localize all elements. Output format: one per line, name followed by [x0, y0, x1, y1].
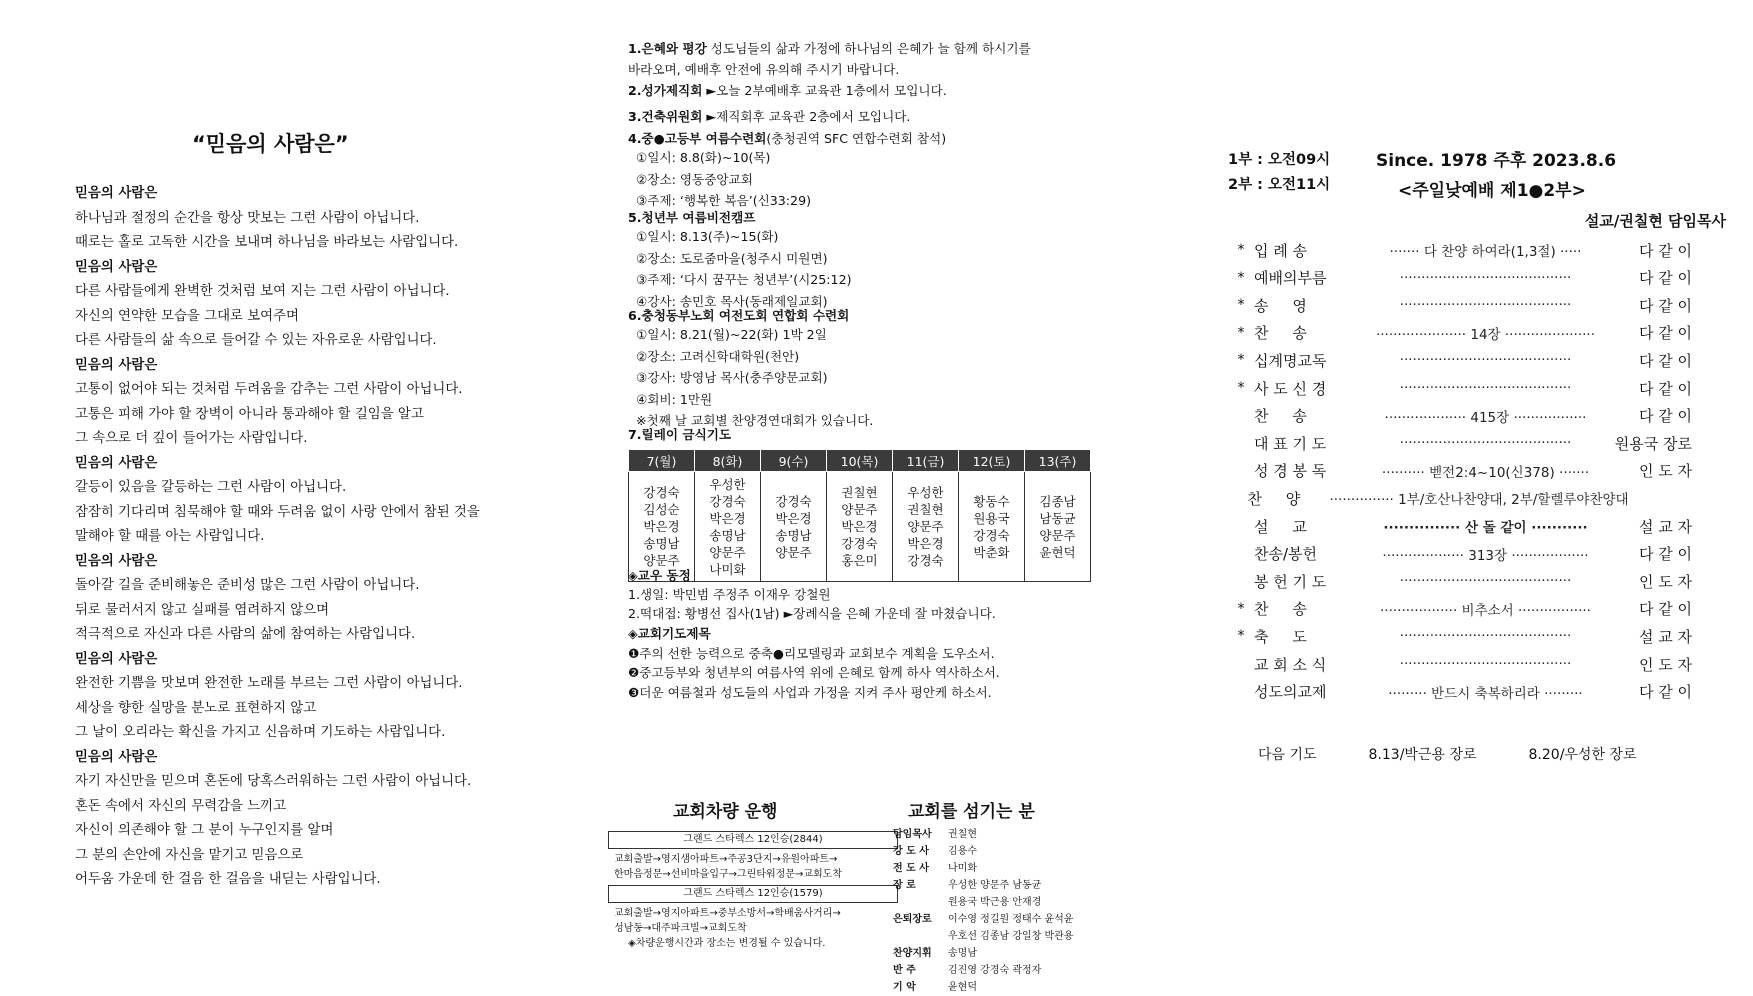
poem-line: 갈등이 있음을 갈등하는 그런 사람이 아닙니다. [75, 480, 347, 495]
relay-name: 나미화 [709, 561, 746, 577]
poem-heading: 믿음의 사람은 [75, 749, 158, 765]
server-row [893, 826, 1113, 843]
order-row [1228, 430, 1698, 456]
order-name: 설 교 [1254, 517, 1307, 536]
relay-names-cell [959, 472, 1025, 582]
next-label: 다음 기도 [1258, 747, 1317, 763]
order-leader: 인 도 자 [1638, 462, 1692, 481]
relay-name: 권칠현 [841, 485, 878, 500]
order-detail: ·········· 벧전2:4~10(신378) ······· [1381, 464, 1590, 481]
notice-3 [628, 106, 910, 125]
server-names: 우성한 양문주 남동균 [948, 880, 1042, 891]
server-row [893, 860, 1113, 877]
poem-line: 다른 사람들에게 완벽한 것처럼 보여 지는 그런 사람이 아닙니다. [75, 284, 450, 299]
poem-line: 그 분의 손안에 자신을 맡기고 믿음으로 [75, 847, 304, 863]
relay-name: 김성순 [643, 502, 680, 517]
order-row [1228, 513, 1698, 539]
poem-line: 돌아갈 길을 준비해놓은 준비성 많은 그런 사람이 아닙니다. [75, 578, 420, 593]
notice-7-head: 7.릴레이 금식기도 [628, 427, 732, 442]
poem-heading: 믿음의 사람은 [75, 357, 158, 373]
vehicle-note: ◈차량운행시간과 장소는 변경될 수 있습니다. [628, 938, 826, 949]
order-row [1228, 623, 1698, 649]
order-name: 교 회 소 식 [1254, 655, 1327, 674]
poem-line: 때로는 홀로 고독한 시간을 보내며 하나님을 바라보는 사람입니다. [75, 235, 459, 250]
relay-name: 박춘화 [973, 544, 1010, 560]
poem-heading: 믿음의 사람은 [75, 553, 158, 569]
poem-line: 다른 사람들의 삶 속으로 들어갈 수 있는 자유로운 사람입니다. [75, 333, 437, 348]
order-leader: 다 같 이 [1638, 545, 1692, 564]
poem-body [75, 182, 480, 893]
notice-7 [628, 424, 1091, 582]
order-detail: ··················· 313장 ·················· [1382, 547, 1589, 564]
order-leader: 다 같 이 [1638, 269, 1692, 288]
poem-title: “믿음의 사람은” [192, 132, 349, 156]
order-row [1228, 265, 1698, 291]
relay-name: 김종남 [1039, 493, 1076, 509]
notice-1-head: 1.은혜와 평강 [628, 41, 707, 56]
server-row [893, 911, 1113, 928]
notice-3-head: 3.건축위원회 [628, 109, 703, 124]
order-row [1228, 651, 1698, 677]
notice-5 [628, 207, 852, 312]
order-name: 입 례 송 [1254, 241, 1308, 260]
time-2: 2부 : 오전11시 [1228, 177, 1331, 193]
relay-name: 양문주 [841, 502, 878, 517]
server-names: 나미화 [948, 863, 977, 874]
order-name: 찬 송 [1254, 407, 1307, 426]
vehicle-route-2 [608, 906, 898, 936]
order-detail: ········································ [1399, 297, 1572, 314]
poem-line: 자신의 연약한 모습을 그대로 보여주며 [75, 308, 299, 324]
relay-day: 10(목) [827, 450, 893, 472]
poem-line: 말해야 할 때를 아는 사람입니다. [75, 529, 265, 544]
relay-names-cell [695, 472, 761, 582]
server-role: 찬양지휘 [893, 948, 932, 959]
order-name: 찬 송 [1254, 324, 1307, 343]
relay-name: 원용국 [973, 510, 1010, 526]
order-row [1228, 320, 1698, 346]
poem-line: 어두움 가운데 한 걸음 한 걸음을 내딛는 사람입니다. [75, 872, 381, 887]
relay-name: 송명남 [709, 527, 746, 543]
relay-name: 황동수 [973, 493, 1010, 509]
order-row [1228, 458, 1698, 484]
order-detail: ········································ [1399, 656, 1572, 672]
poem-line: 세상을 향한 실망을 분노로 표현하지 않고 [75, 700, 317, 716]
relay-day: 7(월) [629, 450, 695, 472]
order-leader: 다 같 이 [1638, 351, 1692, 370]
relay-name: 강경숙 [709, 493, 746, 509]
order-detail: ········································ [1399, 352, 1572, 369]
poem-heading: 믿음의 사람은 [75, 455, 158, 471]
server-names: 송명남 [948, 948, 977, 959]
next-1: 8.13/박근용 장로 [1368, 747, 1477, 763]
order-row [1228, 596, 1698, 622]
relay-day: 13(주) [1025, 450, 1091, 472]
poem-heading: 믿음의 사람은 [75, 259, 158, 275]
order-detail: ········· 반드시 축복하리라 ········· [1388, 685, 1583, 702]
notice-2-head: 2.성가제직회 [628, 83, 703, 98]
server-role [893, 894, 948, 911]
list-item: 2.떡대접: 황병선 집사(1남) ►장례식을 은혜 가운데 잘 마쳤습니다. [628, 606, 996, 621]
server-role: 강 도 사 [893, 846, 929, 857]
order-detail: ········································ [1399, 269, 1572, 286]
relay-day: 9(수) [761, 450, 827, 472]
server-role: 전 도 사 [893, 863, 929, 874]
relay-name: 남동균 [1039, 510, 1076, 526]
vehicle-box-1: 그랜드 스타렉스 12인승(2844) [608, 831, 898, 849]
relay-name: 권칠현 [907, 502, 944, 517]
list-item: ②장소: 영동중앙교회 [636, 171, 753, 187]
server-role: 담임목사 [893, 829, 932, 840]
service-title: <주일낮예배 제1●2부> [1398, 181, 1586, 201]
list-item: 한마음정문→선비마을입구→그린타워정문→교회도착 [614, 869, 842, 880]
order-detail: ··············· 산 돌 같이 ··········· [1383, 520, 1588, 536]
order-name: 찬 양 [1247, 489, 1301, 508]
server-role: 반 주 [893, 965, 916, 976]
list-item: ①일시: 8.13(주)~15(화) [636, 229, 779, 244]
relay-name: 양문주 [907, 519, 944, 534]
list-item: ④회비: 1만원 [636, 391, 713, 407]
order-row [1228, 541, 1698, 567]
notice-5-items [628, 226, 852, 312]
relay-table [628, 449, 1091, 582]
next-2: 8.20/우성한 장로 [1528, 747, 1637, 763]
order-name: 예배의부름 [1254, 269, 1327, 288]
relay-name: 양문주 [1039, 527, 1076, 543]
time-1: 1부 : 오전09시 [1228, 152, 1331, 168]
poem-line: 뒤로 물러서지 않고 실패를 염려하지 않으며 [75, 602, 330, 618]
server-role [893, 928, 948, 945]
relay-names-cell [761, 472, 827, 582]
order-row [1228, 485, 1698, 511]
poem-line: 자기 자신만을 믿으며 혼돈에 당혹스러워하는 그런 사람이 아닙니다. [75, 774, 472, 789]
order-leader: 설 교 자 [1638, 517, 1692, 536]
order-detail: ·················· 비추소서 ················· [1380, 602, 1591, 619]
server-row [893, 894, 1113, 911]
order-detail: ··············· 1부/호산나찬양대, 2부/할렐루야찬양대 [1329, 492, 1629, 509]
relay-name: 강경숙 [973, 527, 1010, 543]
list-item: ③주제: ‘행복한 복음’(신33:29) [636, 193, 811, 208]
prayer-head: ◈교회기도제목 [628, 626, 711, 641]
relay-name: 강경숙 [907, 553, 944, 568]
relay-names-cell [629, 472, 695, 582]
order-detail: ··················· 415장 ················· [1384, 409, 1587, 426]
order-detail: ········································ [1399, 380, 1572, 396]
relay-name: 송명남 [643, 536, 680, 551]
relay-name: 박은경 [841, 519, 878, 534]
notice-6-items [628, 324, 873, 432]
list-item: ❷중고등부와 청년부의 여름사역 위에 은혜로 함께 하사 역사하소서. [628, 665, 1000, 680]
notice-5-head: 5.청년부 여름비전캠프 [628, 210, 756, 225]
server-role: 은퇴장로 [893, 914, 932, 925]
server-names: 우호선 김종남 강일창 박관용 [948, 931, 1074, 942]
prayer-items [628, 644, 1000, 703]
staff-news [628, 566, 996, 623]
notice-4-text: (충청권역 SFC 연합수련회 참석) [766, 131, 947, 146]
order-name: 대 표 기 도 [1254, 434, 1327, 453]
order-detail: ········································ [1399, 435, 1572, 452]
order-row [1228, 403, 1698, 429]
server-row [893, 928, 1113, 945]
service-times [1228, 148, 1330, 198]
order-name: 축 도 [1254, 627, 1307, 646]
poem-heading: 믿음의 사람은 [75, 186, 158, 201]
notice-6 [628, 305, 873, 432]
staff-items [628, 585, 996, 623]
order-leader: 다 같 이 [1638, 683, 1692, 702]
relay-day: 11(금) [893, 450, 959, 472]
vehicle-section [608, 828, 898, 951]
server-row [893, 962, 1113, 979]
list-item: ①일시: 8.8(화)~10(목) [636, 150, 771, 165]
order-leader: 다 같 이 [1638, 379, 1692, 398]
order-name: 찬송/봉헌 [1254, 545, 1318, 564]
notice-2-text: ►오늘 2부예배후 교육관 1층에서 모입니다. [702, 83, 947, 98]
order-detail: ······· 다 찬양 하여라(1,3절) ····· [1389, 244, 1582, 260]
list-item: ②장소: 도로줌마을(청주시 미원면) [636, 250, 828, 266]
vehicle-box-2: 그랜드 스타렉스 12인승(1579) [608, 885, 898, 903]
poem-line: 적극적으로 자신과 다른 사람의 삶에 참여하는 사람입니다. [75, 627, 416, 642]
order-star: * [1237, 324, 1245, 341]
order-row [1228, 237, 1698, 263]
order-star: * [1237, 600, 1245, 617]
server-role: 기 악 [893, 982, 916, 993]
order-name: 찬 송 [1254, 600, 1307, 619]
relay-day: 8(화) [695, 450, 761, 472]
list-item: ③강사: 방영남 목사(충주양문교회) [636, 370, 828, 385]
order-detail: ····················· 14장 ····················· [1375, 326, 1596, 343]
order-leader: 다 같 이 [1638, 296, 1692, 315]
order-row [1228, 292, 1698, 318]
server-role: 장 로 [893, 880, 916, 891]
order-name: 봉 헌 기 도 [1254, 572, 1327, 591]
list-item: ④강사: 송민호 목사(동래제일교회) [636, 293, 828, 309]
list-item: 교회출발→영지아파트→중부소방서→학배움사거리→ [614, 908, 841, 919]
order-name: 성도의교제 [1254, 683, 1327, 702]
relay-name: 박은경 [643, 519, 680, 534]
relay-name: 박은경 [709, 510, 746, 526]
order-row [1228, 375, 1698, 401]
order-star: * [1237, 297, 1245, 314]
notice-4-items [628, 147, 946, 212]
poem-line: 혼돈 속에서 자신의 무력감을 느끼고 [75, 798, 287, 814]
poem-line: 완전한 기쁨을 맛보며 완전한 노래를 부르는 그런 사람이 아닙니다. [75, 676, 463, 691]
server-names: 김진영 강경숙 곽정자 [948, 965, 1042, 976]
relay-name: 강경숙 [841, 536, 878, 551]
notice-2 [628, 80, 947, 99]
order-name: 십계명교독 [1254, 351, 1327, 370]
order-star: * [1237, 242, 1245, 258]
order-detail: ········································ [1399, 628, 1572, 645]
server-row [893, 843, 1113, 860]
relay-name: 양문주 [709, 544, 746, 560]
since-date: Since. 1978 주후 2023.8.6 [1376, 151, 1617, 171]
server-row [893, 945, 1113, 962]
relay-name: 양문주 [775, 544, 812, 560]
list-item: 1.생일: 박민범 주정주 이재우 강철원 [628, 587, 831, 602]
server-names: 윤현덕 [948, 982, 977, 993]
relay-name: 송명남 [775, 527, 812, 543]
list-item: ①일시: 8.21(월)~22(화) 1박 2일 [636, 327, 827, 342]
order-row [1228, 347, 1698, 373]
order-detail: ········································ [1399, 573, 1572, 590]
next-prayer [1258, 744, 1636, 764]
relay-day: 12(토) [959, 450, 1025, 472]
servers-head: 교회를 섬기는 분 [908, 802, 1035, 822]
vehicle-head: 교회차량 운행 [673, 802, 778, 822]
list-item: ❶주의 선한 능력으로 중축●리모델링과 교회보수 계획을 도우소서. [628, 645, 995, 661]
list-item: ❸더운 여름철과 성도들의 사업과 가정을 지켜 주사 평안케 하소서. [628, 684, 992, 700]
relay-name: 우성한 [907, 485, 944, 500]
poem-line: 고통은 피해 가야 할 장벽이 아니라 통과해야 할 길임을 알고 [75, 406, 424, 422]
notice-6-head: 6.충청동부노회 여전도회 연합회 수련회 [628, 308, 850, 323]
poem-line: 자신이 의존해야 할 그 분이 누구인지를 알며 [75, 823, 334, 838]
poem-line: 고통이 없어야 되는 것처럼 두려움을 감추는 그런 사람이 아닙니다. [75, 382, 463, 397]
relay-names-cell [827, 472, 893, 582]
notice-1-text: 성도님들의 삶과 가정에 하나님의 은혜가 늘 함께 하시기를 [706, 41, 1031, 56]
server-row [893, 877, 1113, 894]
vehicle-route-1 [608, 852, 898, 882]
order-leader: 다 같 이 [1638, 324, 1692, 343]
relay-names-cell [1025, 472, 1091, 582]
order-name: 사 도 신 경 [1254, 379, 1327, 398]
list-item: 교회출발→영지샘아파트→주공3단지→유원아파트→ [614, 854, 838, 865]
poem-heading: 믿음의 사람은 [75, 651, 158, 667]
notice-1-text2: 바라오며, 예배후 안전에 유의해 주시기 바랍니다. [628, 62, 900, 77]
relay-name: 윤현덕 [1039, 544, 1076, 560]
server-names: 원용국 박근용 안재경 [948, 897, 1042, 908]
notice-1 [628, 38, 1031, 80]
list-item: 성남동→대주파크빌→교회도착 [614, 923, 747, 934]
poem-line: 하나님과 절정의 순간을 항상 맛보는 그런 사람이 아닙니다. [75, 210, 420, 226]
staff-head: ◈교우 동정 [628, 568, 691, 583]
order-row [1228, 679, 1698, 705]
order-leader: 다 같 이 [1638, 407, 1692, 426]
poem-line: 그 속으로 더 깊이 들어가는 사람입니다. [75, 431, 308, 446]
relay-name: 양문주 [643, 553, 680, 568]
order-star: * [1237, 269, 1245, 286]
order-leader: 인 도 자 [1638, 655, 1692, 674]
relay-name: 홍은미 [841, 553, 878, 568]
prayer-topics [628, 624, 1000, 702]
order-star: * [1237, 352, 1245, 369]
relay-name: 강경숙 [643, 485, 680, 500]
list-item: ②장소: 고려신학대학원(천안) [636, 348, 800, 364]
order-name: 송 영 [1254, 296, 1307, 315]
server-names: 권칠현 [948, 829, 977, 840]
order-leader: 다 같 이 [1638, 241, 1692, 260]
server-row [893, 979, 1113, 996]
order-leader: 인 도 자 [1638, 572, 1692, 591]
server-names: 이수영 정길원 정태수 윤석윤 [948, 914, 1074, 925]
relay-name: 박은경 [907, 536, 944, 551]
order-star: * [1237, 628, 1245, 645]
order-row [1228, 568, 1698, 594]
order-star: * [1237, 380, 1245, 396]
list-item: ※첫째 날 교회별 찬양경연대회가 있습니다. [636, 413, 874, 428]
list-item: ③주제: ‘다시 꿈꾸는 청년부’(시25:12) [636, 272, 852, 287]
order-name: 성 경 봉 독 [1254, 462, 1327, 481]
notice-3-text: ►제직회후 교육관 2층에서 모입니다. [702, 109, 911, 124]
poem-line: 그 날이 오리라는 확신을 가지고 신음하며 기도하는 사람입니다. [75, 725, 446, 740]
order-leader: 원용국 장로 [1614, 434, 1692, 453]
relay-name: 우성한 [709, 476, 746, 492]
relay-names-cell [893, 472, 959, 582]
server-names: 김용수 [948, 846, 977, 857]
poem-line: 잠잠히 기다리며 침묵해야 할 때와 두려움 없이 사랑 안에서 참된 것을 [75, 504, 480, 520]
servers-list [893, 826, 1113, 996]
notice-4-head: 4.중●고등부 여름수련회 [628, 131, 767, 146]
preacher: 설교/권칠현 담임목사 [1584, 212, 1726, 230]
relay-name: 강경숙 [775, 493, 812, 509]
order-leader: 다 같 이 [1638, 600, 1692, 619]
notice-4 [628, 128, 946, 212]
relay-name: 박은경 [775, 510, 812, 526]
order-leader: 설 교 자 [1638, 627, 1692, 646]
